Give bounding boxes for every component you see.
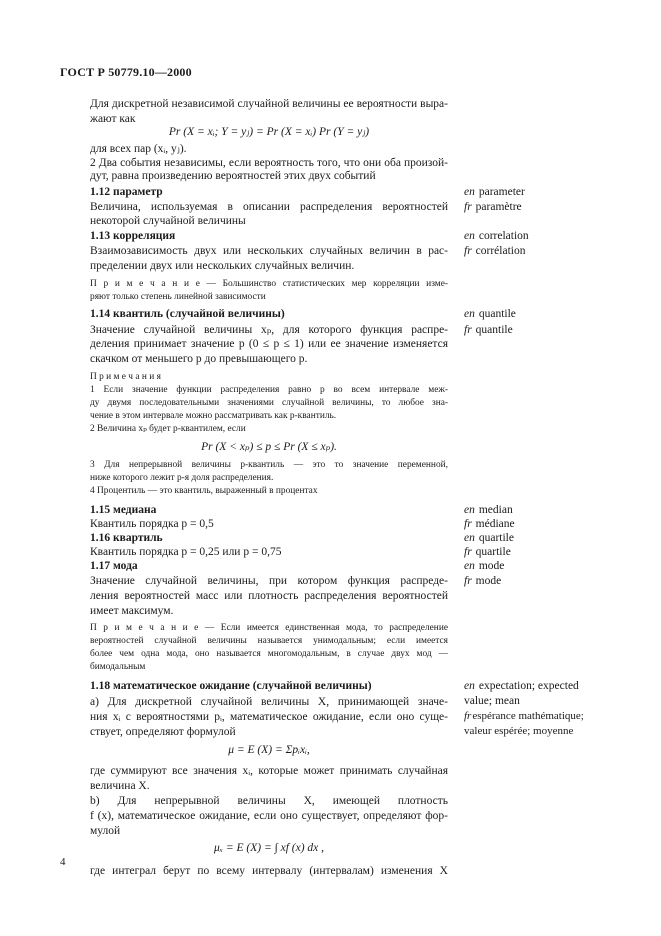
term-title-1-16: 1.16 квартиль: [90, 532, 163, 544]
note-line: ниже которого лежит p-я доля распределения.: [90, 473, 274, 483]
term-equivalent-en: en expectation; expected: [464, 680, 579, 692]
note-line: ду двумя последовательными значениями случайной величины, то любое зна-: [90, 398, 448, 408]
term-equivalent-fr: fr quartile: [464, 546, 511, 558]
formula-expectation-continuous: μₓ = E (X) = ∫ xf (x) dx ,: [213, 842, 325, 854]
text-line: где интеграл берут по всему интервалу (интервалам) изменения X: [90, 865, 448, 877]
text-line: Для дискретной независимой случайной величины ее вероятности выра-: [90, 98, 448, 110]
formula-expectation-discrete: μ = E (X) = Σpᵢxᵢ,: [228, 744, 310, 756]
note-line: П р и м е ч а н и е — Большинство статистических мер корреляции изме-: [90, 279, 448, 289]
text-line: ния xᵢ с вероятностями pᵢ, математическое ожидание, если оно суще-: [90, 711, 448, 723]
text-line: мулой: [90, 825, 121, 837]
text-line: Величина, используемая в описании распределения вероятностей: [90, 201, 448, 213]
term-equivalent-fr: fr médiane: [464, 518, 515, 530]
term-equivalent-fr: fr quantile: [464, 324, 513, 336]
note-line: вероятностей случайной величины называется унимодальным; если имеется: [90, 636, 448, 646]
text-line: b) Для непрерывной величины X, имеющей плотность: [90, 795, 448, 807]
term-equivalent-en: en quartile: [464, 532, 514, 544]
text-line: скачком от меньшего p до превышающего p.: [90, 353, 308, 365]
term-equivalent-fr: fr corrélation: [464, 245, 526, 257]
note-line: чение в этом интервале можно рассматривать как p-квантиль.: [90, 411, 337, 421]
text-line: Значение случайной величины, при котором функция распреде-: [90, 575, 448, 587]
term-equivalent-en-cont: value; mean: [464, 695, 520, 707]
text-line: Значение случайной величины xₚ, для которого функция распре-: [90, 324, 448, 336]
text-line: где суммируют все значения xᵢ, которые может принимать случайная: [90, 765, 448, 777]
term-title-1-15: 1.15 медиана: [90, 504, 157, 516]
term-equivalent-en: en mode: [464, 560, 505, 572]
text-line: Взаимозависимость двух или нескольких случайных величин в рас-: [90, 245, 448, 257]
term-equivalent-fr: frespérance mathématique;: [464, 710, 584, 722]
text-line: ствует, определяют формулой: [90, 726, 236, 738]
notes-heading: П р и м е ч а н и я: [90, 372, 161, 382]
text-line: деления принимает значение p (0 ≤ p ≤ 1) или ее значение изменяется: [90, 338, 448, 350]
note-line: 1 Если значение функции распределения равно p во всем интервале меж-: [90, 385, 448, 395]
text-line: величина X.: [90, 780, 150, 792]
text-line: имеет максимум.: [90, 605, 174, 617]
term-title-1-13: 1.13 корреляция: [90, 230, 176, 242]
note-line: П р и м е ч а н и е — Если имеется единственная мода, то распределение: [90, 623, 448, 633]
term-equivalent-en: en median: [464, 504, 513, 516]
text-line: Квантиль порядка p = 0,5: [90, 518, 214, 530]
note-line: 4 Процентиль — это квантиль, выраженный в процентах: [90, 486, 318, 496]
text-line: a) Для дискретной случайной величины X, принимающей значе-: [90, 696, 448, 708]
formula-independence: Pr (X = xᵢ; Y = yⱼ) = Pr (X = xᵢ) Pr (Y = yⱼ): [168, 126, 370, 138]
term-title-1-12: 1.12 параметр: [90, 186, 163, 198]
text-line: жают как: [90, 113, 136, 125]
text-line: дут, равна произведению вероятностей этих двух событий: [90, 170, 376, 182]
note-line: более чем одна мода, оно называется многомодальным, в случае двух мод —: [90, 649, 448, 659]
term-title-1-18: 1.18 математическое ожидание (случайной величины): [90, 680, 372, 692]
term-title-1-14: 1.14 квантиль (случайной величины): [90, 308, 285, 320]
term-equivalent-en: en quantile: [464, 308, 516, 320]
note-line: 2 Величина xₚ будет p-квантилем, если: [90, 424, 246, 434]
term-equivalent-fr: fr paramètre: [464, 201, 522, 213]
term-equivalent-fr: fr mode: [464, 575, 502, 587]
page-number: 4: [60, 856, 66, 868]
formula-quantile: Pr (X < xₚ) ≤ p ≤ Pr (X ≤ xₚ).: [201, 441, 337, 453]
text-line: некоторой случайной величины: [90, 215, 246, 227]
document-header: ГОСТ Р 50779.10—2000: [60, 65, 192, 79]
text-line: 2 Два события независимы, если вероятность того, что они оба произой-: [90, 157, 448, 169]
term-equivalent-en: en parameter: [464, 186, 525, 198]
note-line: ряют только степень линейной зависимости: [90, 292, 266, 302]
note-line: 3 Для непрерывной величины p-квантиль — это то значение переменной,: [90, 460, 448, 470]
text-line: f (x), математическое ожидание, если оно существует, определяют фор-: [90, 810, 448, 822]
term-equivalent-fr-cont: valeur espérée; moyenne: [464, 725, 574, 737]
text-line: для всех пар (xᵢ, yⱼ).: [90, 143, 187, 155]
text-line: пределении двух или нескольких случайных величин.: [90, 260, 355, 272]
term-equivalent-en: en correlation: [464, 230, 529, 242]
text-line: Квантиль порядка p = 0,25 или p = 0,75: [90, 546, 282, 558]
term-title-1-17: 1.17 мода: [90, 560, 138, 572]
note-line: бимодальным: [90, 662, 146, 672]
text-line: ления вероятностей масс или плотность распределения вероятностей: [90, 590, 448, 602]
